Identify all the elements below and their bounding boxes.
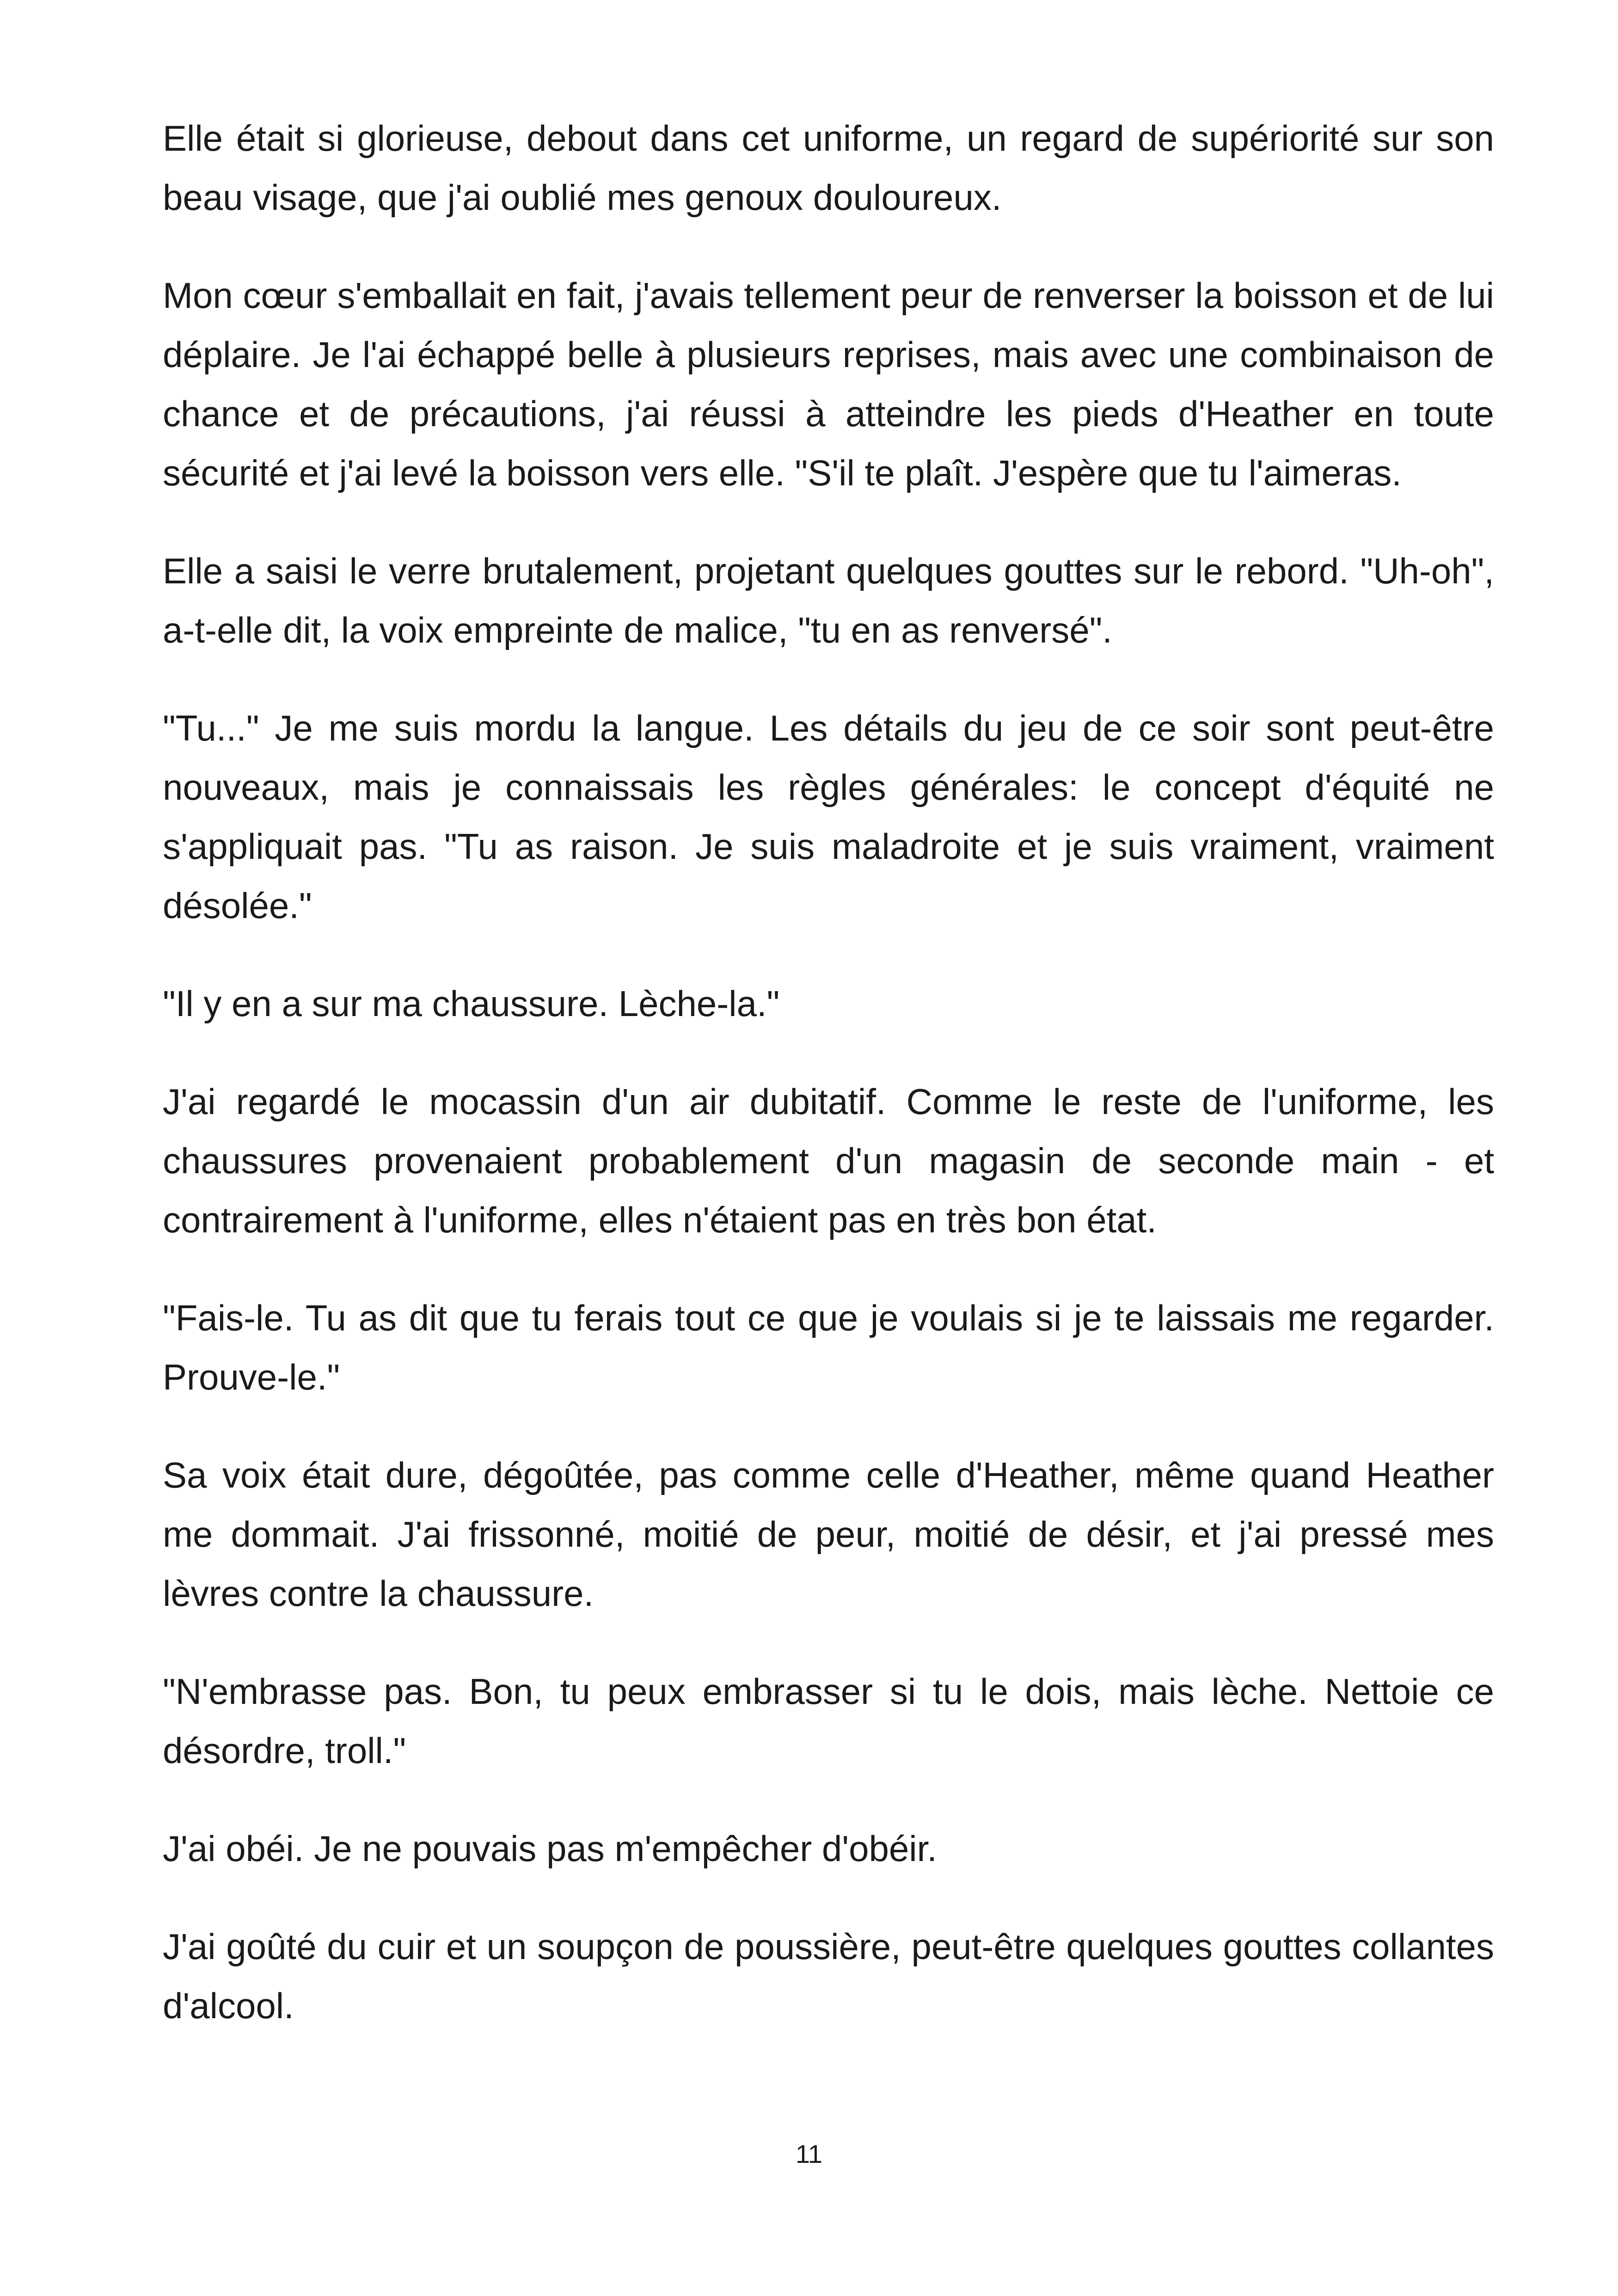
paragraph-7: "Fais-le. Tu as dit que tu ferais tout ce que je voulais si je te laissais me regarder. Prouve-le." [163,1298,1494,1397]
paragraph-11: J'ai goûté du cuir et un soupçon de poussière, peut-être quelques gouttes collantes d'alcool. [163,1926,1494,2026]
paragraph-5: "Il y en a sur ma chaussure. Lèche-la." [163,983,780,1024]
page-number: 11 [795,2139,823,2168]
paragraph-9: "N'embrasse pas. Bon, tu peux embrasser si tu le dois, mais lèche. Nettoie ce désordre, troll." [163,1671,1494,1771]
body-text [163,109,1494,2035]
paragraph-4: "Tu..." Je me suis mordu la langue. Les détails du jeu de ce soir sont peut-être nouveaux, mais je connaissais les règles générales: le concept d'équité ne s'appliquait pas. "Tu as raison. Je suis maladroite et je suis vraiment, vraiment désolée." [163,708,1494,926]
paragraph-8: Sa voix était dure, dégoûtée, pas comme celle d'Heather, même quand Heather me dommait. J'ai frissonné, moitié de peur, moitié de désir, et j'ai pressé mes lèvres contre la chaussure. [163,1455,1494,1614]
paragraph-1: Elle était si glorieuse, debout dans cet uniforme, un regard de supériorité sur son beau visage, que j'ai oublié mes genoux douloureux. [163,118,1494,218]
paragraph-6: J'ai regardé le mocassin d'un air dubitatif. Comme le reste de l'uniforme, les chaussures provenaient probablement d'un magasin de seconde main - et contrairement à l'uniforme, elles n'étaient pas en très bon état. [163,1081,1494,1240]
paragraph-3: Elle a saisi le verre brutalement, projetant quelques gouttes sur le rebord. "Uh-oh", a-t-elle dit, la voix empreinte de malice, "tu en as renversé". [163,551,1494,650]
paragraph-2: Mon cœur s'emballait en fait, j'avais tellement peur de renverser la boisson et de lui déplaire. Je l'ai échappé belle à plusieurs reprises, mais avec une combinaison de chance et de précautions, j'ai réussi à atteindre les pieds d'Heather en toute sécurité et j'ai levé la boisson vers elle. "S'il te plaît. J'espère que tu l'aimeras. [163,275,1494,493]
paragraph-10: J'ai obéi. Je ne pouvais pas m'empêcher d'obéir. [163,1828,937,1869]
